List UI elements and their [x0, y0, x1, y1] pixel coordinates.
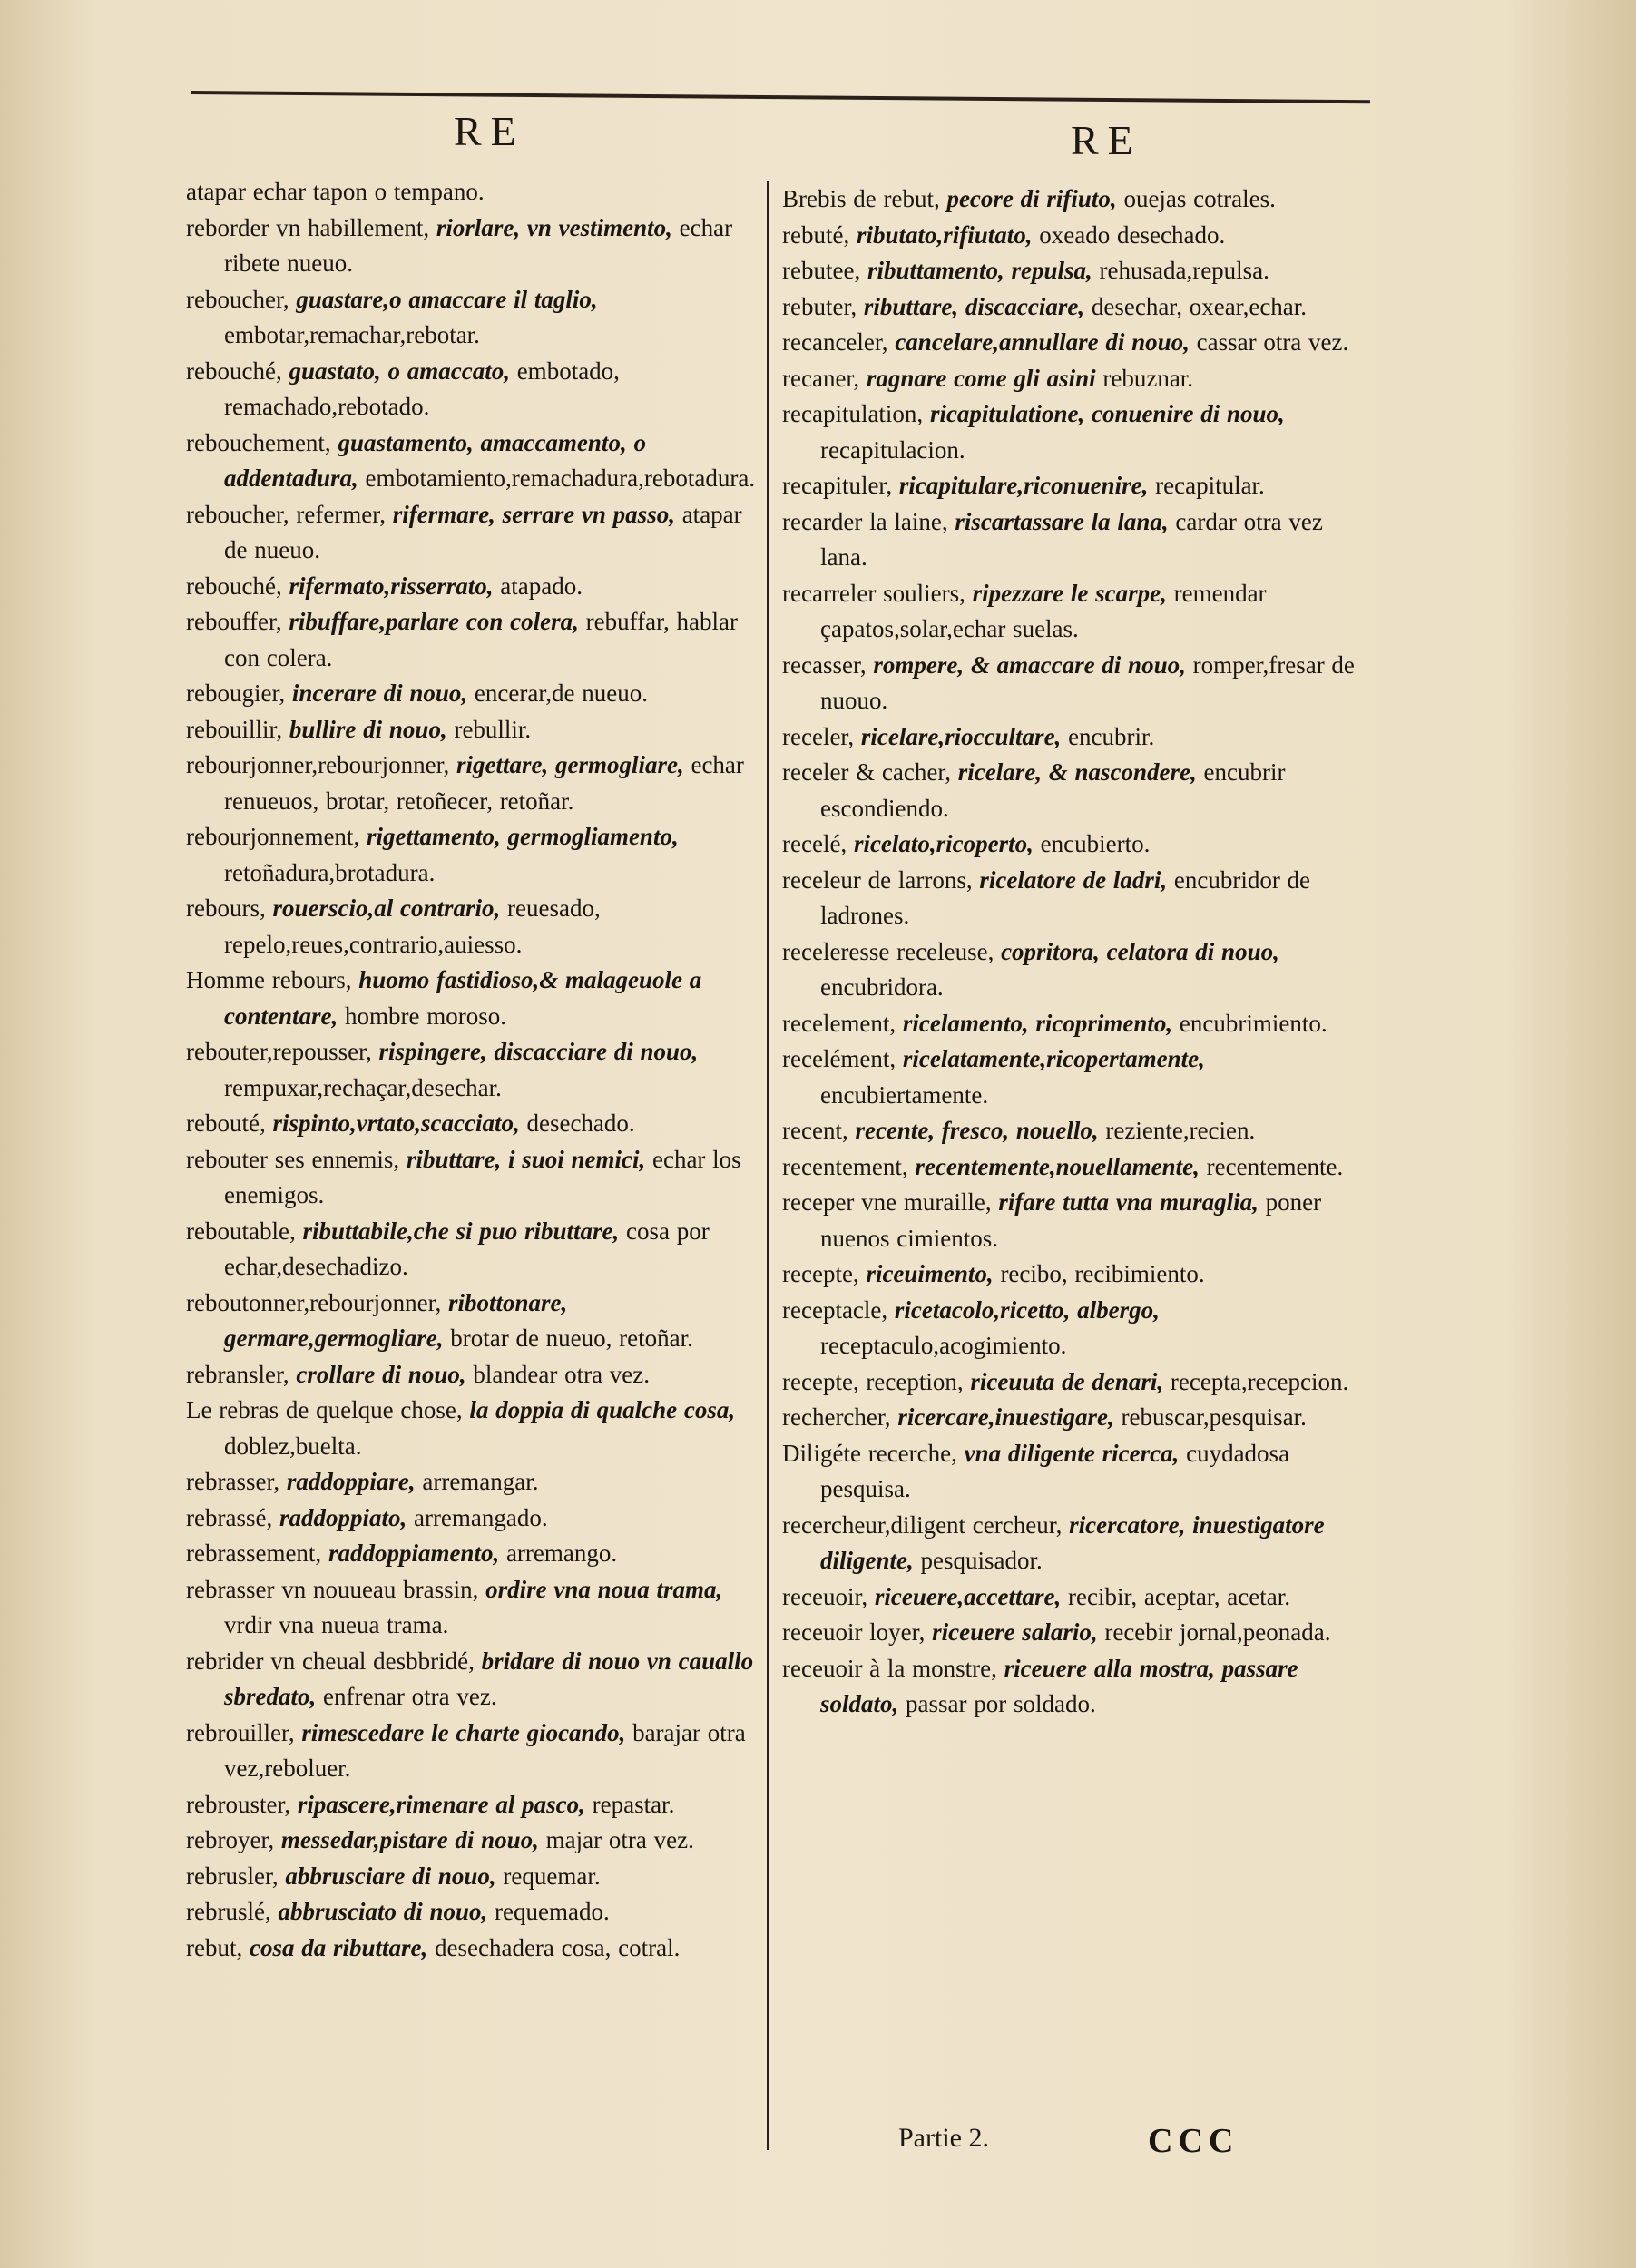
entry-italian: rifermato,risserrato,	[289, 572, 494, 600]
entry-italian: guastato, o amaccato,	[289, 357, 510, 385]
entry-headword: rebouter,repousser,	[186, 1038, 372, 1065]
entry-italian: ordire vna noua trama,	[485, 1575, 723, 1603]
entry-headword: receleur de larrons,	[782, 865, 973, 894]
entry-italian: ribottonare, germare,germogliare,	[224, 1288, 568, 1352]
entry-italian: riceuere salario,	[932, 1618, 1098, 1646]
dictionary-entry	[782, 1185, 1372, 1256]
entry-spanish: recepta,recepcion.	[1170, 1367, 1349, 1395]
dictionary-entry	[186, 1501, 758, 1537]
entry-italian: cosa da ributtare,	[249, 1933, 428, 1961]
dictionary-entry	[186, 1034, 758, 1106]
entry-spanish: encerar,de nueuo.	[474, 679, 648, 707]
entry-headword: recapitulation,	[782, 400, 924, 427]
entry-spanish: recapitulacion.	[820, 435, 965, 464]
entry-spanish: desechado.	[526, 1110, 635, 1137]
dictionary-entry	[186, 1142, 758, 1214]
entry-headword: Diligéte recerche,	[782, 1439, 957, 1467]
dictionary-entry	[782, 396, 1372, 468]
entry-italian: ribuffare,parlare con colera,	[289, 608, 579, 635]
entry-italian: riorlare, vn vestimento,	[436, 213, 672, 241]
dictionary-entry	[186, 210, 758, 282]
entry-spanish: arremangar.	[422, 1468, 539, 1495]
entry-headword: recarder la laine,	[782, 507, 948, 535]
entry-spanish: barajar otra vez,reboluer.	[224, 1718, 746, 1782]
entry-spanish: vrdir vna nueua trama.	[224, 1611, 449, 1638]
entry-italian: ricapitulare,riconuenire,	[898, 472, 1149, 499]
entry-spanish: embotar,remachar,rebotar.	[224, 321, 480, 348]
entry-spanish: encubierto.	[1040, 830, 1151, 857]
dictionary-entry	[186, 963, 758, 1034]
entry-headword: recelement,	[782, 1009, 896, 1037]
dictionary-entry	[186, 1823, 758, 1859]
entry-italian: rigettare, germogliare,	[456, 751, 684, 778]
entry-italian: ricelare,rioccultare,	[860, 722, 1062, 750]
entry-italian: guastamento, amaccamento, o addentadura,	[224, 428, 646, 492]
entry-spanish: recibo, recibimiento.	[1000, 1260, 1205, 1287]
entry-spanish: blandear otra vez.	[473, 1360, 651, 1388]
dictionary-entry	[186, 1536, 758, 1572]
entry-italian: ripezzare le scarpe,	[972, 579, 1167, 607]
dictionary-entry	[782, 1293, 1372, 1364]
dictionary-entry	[186, 1644, 758, 1716]
entry-spanish: rempuxar,rechaçar,desechar.	[224, 1073, 502, 1101]
entry-headword: recelément,	[782, 1045, 896, 1072]
entry-italian: ributtare, i suoi nemici,	[406, 1145, 646, 1173]
entry-italian: ricelamento, ricoprimento,	[902, 1009, 1173, 1037]
entry-spanish: repastar.	[592, 1790, 675, 1818]
entry-headword: rebrassé,	[186, 1503, 273, 1531]
entry-headword: rebouché,	[186, 572, 282, 600]
entry-headword: recasser,	[782, 650, 867, 679]
entry-headword: receuoir loyer,	[782, 1618, 926, 1646]
running-head-left: RE	[454, 108, 525, 154]
entry-headword: rebouffer,	[186, 608, 282, 635]
entry-headword: recentement,	[782, 1152, 908, 1180]
signature-mark: Partie 2.	[898, 2123, 989, 2153]
entry-spanish: cosa por echar,desechadizo.	[224, 1217, 710, 1280]
entry-spanish: hombre moroso.	[345, 1002, 506, 1030]
dictionary-entry	[186, 1464, 758, 1501]
entry-spanish: rebuscar,pesquisar.	[1121, 1403, 1307, 1431]
entry-italian: ricelare, & nascondere,	[957, 758, 1197, 786]
entry-headword: rebrusler,	[186, 1862, 279, 1890]
entry-italian: ributtare, discacciare,	[863, 292, 1085, 320]
entry-spanish: retoñadura,brotadura.	[224, 858, 436, 886]
entry-spanish: rebuffar, hablar con colera.	[224, 608, 738, 671]
entry-italian: rifermare, serrare vn passo,	[392, 500, 675, 528]
entry-headword: recaner,	[782, 364, 860, 392]
entry-headword: rebrasser,	[186, 1468, 280, 1495]
dictionary-entry	[782, 934, 1372, 1006]
entry-italian: bridare di nouo vn cauallo sbredato,	[224, 1647, 754, 1710]
entry-headword: rebuté,	[782, 220, 850, 249]
entry-spanish: enfrenar otra vez.	[323, 1683, 497, 1710]
dictionary-entry	[782, 504, 1372, 576]
entry-spanish: remendar çapatos,solar,echar suelas.	[820, 579, 1267, 642]
dictionary-entry	[186, 1572, 758, 1644]
entry-headword: rebrouiller,	[186, 1718, 295, 1746]
dictionary-entry	[186, 604, 758, 676]
entry-headword: rebrouster,	[186, 1790, 291, 1818]
running-head-right: RE	[1071, 117, 1142, 163]
dictionary-entry	[782, 468, 1372, 504]
entry-headword: rebruslé,	[186, 1898, 271, 1925]
entry-spanish: atapar de nueuo.	[224, 500, 742, 563]
entry-italian: incerare di nouo,	[291, 679, 468, 707]
entry-italian: abbrusciare di nouo,	[285, 1862, 496, 1890]
entry-spanish: recapitular.	[1155, 472, 1265, 499]
entry-italian: huomo fastidioso,& malageuole a contentare,	[224, 966, 702, 1030]
dictionary-entry	[782, 1579, 1372, 1616]
dictionary-entry	[782, 755, 1372, 826]
dictionary-entry	[186, 712, 758, 748]
entry-italian: ripascere,rimenare al pasco,	[297, 1790, 585, 1818]
entry-spanish: brotar de nueuo, retoñar.	[450, 1325, 693, 1352]
dictionary-entry	[782, 1615, 1372, 1651]
entry-headword: Homme rebours,	[186, 966, 352, 993]
entry-headword: rebourjonnement,	[186, 823, 360, 850]
dictionary-entry	[186, 891, 758, 963]
left-column	[186, 174, 758, 1966]
entry-italian: bullire di nouo,	[289, 715, 447, 743]
dictionary-entry	[782, 1400, 1372, 1436]
dictionary-entry	[782, 1041, 1372, 1113]
entry-spanish: reuesado, repelo,reues,contrario,auiesso.	[224, 894, 601, 958]
dictionary-entry	[782, 576, 1372, 648]
dictionary-entry	[782, 1364, 1372, 1401]
dictionary-entry	[782, 1006, 1372, 1042]
entry-headword: recanceler,	[782, 328, 888, 356]
entry-headword: rebroyer,	[186, 1826, 275, 1853]
entry-italian: riceuere,accettare,	[874, 1582, 1062, 1610]
entry-spanish: echar los enemigos.	[224, 1145, 741, 1208]
entry-headword: recent,	[782, 1117, 848, 1144]
entry-italian: rompere, & amaccare di nouo,	[873, 650, 1186, 679]
dictionary-entry	[186, 676, 758, 712]
entry-italian: rigettamento, germogliamento,	[366, 823, 679, 850]
entry-italian: ricelatamente,ricopertamente,	[902, 1045, 1205, 1072]
dictionary-entry	[782, 1256, 1372, 1293]
dictionary-entry	[186, 1214, 758, 1286]
dictionary-entry	[186, 748, 758, 819]
entry-spanish: rehusada,repulsa.	[1099, 257, 1269, 284]
entry-spanish: embotamiento,remachadura,rebotadura.	[365, 464, 756, 492]
entry-spanish: recentemente.	[1206, 1152, 1344, 1180]
entry-italian: crollare di nouo,	[296, 1360, 466, 1388]
entry-italian: copritora, celatora di nouo,	[1001, 937, 1279, 965]
entry-headword: receuoir à la monstre,	[782, 1654, 997, 1682]
dictionary-entry	[186, 1931, 758, 1967]
entry-spanish: rebuznar.	[1102, 364, 1194, 392]
dictionary-entry	[782, 361, 1372, 397]
dictionary-entry	[186, 354, 758, 425]
entry-headword: rebrassement,	[186, 1540, 322, 1567]
entry-italian: rifare tutta vna muraglia,	[998, 1188, 1259, 1216]
dictionary-entry	[782, 325, 1372, 361]
entry-spanish: ouejas cotrales.	[1123, 185, 1276, 212]
entry-headword: receleresse receleuse,	[782, 937, 994, 965]
entry-spanish: passar por soldado.	[906, 1690, 1096, 1717]
dictionary-entry	[186, 282, 758, 354]
entry-italian: riscartassare la lana,	[955, 507, 1169, 535]
entry-spanish: echar renueuos, brotar, retoñecer, retoñar.	[224, 751, 744, 815]
folio-number: CCC	[1148, 2122, 1239, 2160]
entry-italian: ragnare come gli asini	[866, 364, 1096, 392]
entry-headword: recelé,	[782, 830, 847, 857]
entry-italian: guastare,o amaccare il taglio,	[296, 285, 598, 313]
entry-italian: rispinto,vrtato,scacciato,	[272, 1110, 520, 1137]
entry-headword: rebutee,	[782, 257, 861, 284]
dictionary-entry	[186, 174, 758, 210]
entry-italian: ricapitulatione, conuenire di nouo,	[929, 400, 1285, 427]
entry-headword: recarreler souliers,	[782, 579, 965, 607]
dictionary-entry	[186, 1859, 758, 1895]
entry-spanish: desechar, oxear,echar.	[1091, 292, 1308, 320]
entry-spanish: rebullir.	[454, 715, 532, 743]
entry-italian: la doppia di qualche cosa,	[469, 1396, 736, 1423]
entry-spanish: doblez,buelta.	[224, 1432, 362, 1460]
dictionary-entry	[782, 863, 1372, 934]
entry-spanish: desechadera cosa, cotral.	[435, 1933, 681, 1961]
dictionary-entry	[782, 181, 1372, 218]
entry-headword: Brebis de rebut,	[782, 185, 940, 212]
dictionary-entry	[186, 569, 758, 605]
header-rule	[191, 91, 1370, 103]
dictionary-entry	[782, 648, 1372, 719]
entry-italian: recente, fresco, nouello,	[855, 1117, 1099, 1144]
dictionary-entry	[782, 218, 1372, 254]
dictionary-entry	[186, 1357, 758, 1393]
entry-italian: raddoppiato,	[279, 1503, 407, 1531]
entry-italian: ributtamento, repulsa,	[867, 257, 1092, 284]
entry-headword: receper vne muraille,	[782, 1188, 992, 1216]
dictionary-entry	[782, 1651, 1372, 1723]
entry-headword: atapar echar tapon o tempano.	[186, 178, 485, 205]
entry-italian: rouerscio,al contrario,	[272, 894, 501, 922]
entry-spanish: poner nuenos cimientos.	[820, 1188, 1322, 1252]
entry-spanish: pesquisador.	[920, 1547, 1043, 1574]
entry-spanish: cardar otra vez lana.	[820, 507, 1323, 571]
entry-spanish: echar ribete nueuo.	[224, 213, 733, 277]
entry-headword: rebouillir,	[186, 715, 283, 743]
entry-italian: ricercare,inuestigare,	[897, 1403, 1114, 1431]
entry-italian: cancelare,annullare di nouo,	[895, 328, 1190, 356]
entry-headword: Le rebras de quelque chose,	[186, 1396, 463, 1423]
entry-headword: rebougier,	[186, 679, 286, 707]
entry-italian: ricercatore, inuestigatore diligente,	[820, 1510, 1325, 1574]
entry-spanish: receptaculo,acogimiento.	[820, 1332, 1067, 1359]
entry-italian: ricelato,ricoperto,	[853, 830, 1034, 857]
entry-spanish: oxeado desechado.	[1039, 220, 1226, 249]
entry-italian: riceuuta de denari,	[970, 1367, 1164, 1395]
dictionary-entry	[186, 1393, 758, 1464]
entry-italian: pecore di rifiuto,	[946, 185, 1117, 212]
entry-spanish: arremango.	[505, 1540, 618, 1567]
entry-italian: abbrusciato di nouo,	[278, 1898, 488, 1925]
entry-italian: raddoppiare,	[286, 1468, 416, 1495]
entry-spanish: encubrir.	[1068, 722, 1155, 750]
dictionary-entry	[186, 1106, 758, 1142]
entry-italian: riceuere alla mostra, passare soldato,	[820, 1654, 1298, 1717]
dictionary-entry	[186, 819, 758, 891]
entry-spanish: requemado.	[495, 1898, 610, 1925]
entry-headword: rebransler,	[186, 1360, 289, 1388]
dictionary-entry	[186, 1716, 758, 1787]
column-divider	[767, 181, 769, 2150]
entry-headword: rebouchement,	[186, 428, 331, 456]
entry-headword: rebours,	[186, 894, 266, 922]
entry-headword: rebouté,	[186, 1110, 266, 1137]
entry-spanish: cuydadosa pesquisa.	[820, 1439, 1290, 1502]
right-column	[782, 181, 1372, 1723]
entry-headword: receler,	[782, 722, 855, 750]
entry-spanish: requemar.	[503, 1862, 601, 1890]
entry-italian: recentemente,nouellamente,	[915, 1152, 1200, 1180]
dictionary-entry	[782, 289, 1372, 326]
entry-headword: rechercher,	[782, 1403, 891, 1431]
entry-italian: ricelatore de ladri,	[979, 865, 1168, 894]
dictionary-entry	[782, 1508, 1372, 1579]
entry-spanish: embotado, remachado,rebotado.	[224, 357, 620, 420]
entry-spanish: encubrimiento.	[1179, 1009, 1327, 1037]
dictionary-entry	[782, 826, 1372, 863]
entry-headword: rebouter ses ennemis,	[186, 1145, 400, 1173]
entry-spanish: romper,fresar de nuouo.	[820, 650, 1355, 714]
entry-spanish: encubiertamente.	[820, 1080, 989, 1109]
entry-spanish: majar otra vez.	[545, 1826, 694, 1853]
dictionary-entry	[782, 1149, 1372, 1186]
entry-headword: reboucher, refermer,	[186, 500, 386, 528]
entry-headword: reboutonner,rebourjonner,	[186, 1288, 442, 1316]
entry-headword: reboutable,	[186, 1217, 296, 1245]
entry-spanish: atapado.	[500, 572, 583, 600]
entry-headword: rebouché,	[186, 357, 282, 385]
entry-spanish: encubridor de ladrones.	[820, 865, 1311, 929]
dictionary-entry	[186, 1286, 758, 1357]
entry-italian: messedar,pistare di nouo,	[280, 1826, 539, 1853]
entry-headword: rebrasser vn nouueau brassin,	[186, 1575, 479, 1603]
entry-headword: rebut,	[186, 1933, 243, 1961]
entry-italian: rispingere, discacciare di nouo,	[378, 1038, 699, 1065]
entry-italian: raddoppiamento,	[328, 1540, 500, 1567]
entry-spanish: encubrir escondiendo.	[820, 758, 1286, 822]
dictionary-entry	[186, 1787, 758, 1823]
entry-headword: recepte,	[782, 1260, 859, 1287]
entry-italian: riceuimento,	[866, 1260, 994, 1287]
entry-headword: receptacle,	[782, 1295, 888, 1324]
entry-spanish: cassar otra vez.	[1196, 328, 1349, 356]
entry-italian: ributtabile,che si puo ributtare,	[302, 1217, 620, 1245]
dictionary-entry	[186, 1894, 758, 1931]
dictionary-entry	[186, 497, 758, 569]
entry-headword: recapituler,	[782, 472, 893, 499]
entry-headword: receuoir,	[782, 1582, 868, 1610]
entry-spanish: recebir jornal,peonada.	[1104, 1618, 1331, 1646]
entry-spanish: arremangado.	[413, 1503, 548, 1531]
entry-headword: reborder vn habillement,	[186, 213, 430, 241]
entry-italian: ricetacolo,ricetto, albergo,	[894, 1295, 1160, 1324]
entry-headword: reboucher,	[186, 285, 289, 313]
entry-italian: ributato,rifiutato,	[856, 220, 1033, 249]
entry-spanish: recibir, aceptar, acetar.	[1068, 1582, 1290, 1610]
dictionary-entry	[186, 425, 758, 497]
entry-headword: rebuter,	[782, 292, 857, 320]
entry-spanish: reziente,recien.	[1105, 1117, 1256, 1144]
dictionary-entry	[782, 1113, 1372, 1149]
dictionary-entry	[782, 1436, 1372, 1508]
entry-headword: receler & cacher,	[782, 758, 952, 786]
entry-headword: rebourjonner,rebourjonner,	[186, 751, 450, 778]
entry-italian: rimescedare le charte giocando,	[301, 1718, 626, 1746]
entry-italian: vna diligente ricerca,	[964, 1439, 1180, 1467]
dictionary-entry	[782, 719, 1372, 756]
entry-headword: recercheur,diligent cercheur,	[782, 1510, 1063, 1539]
entry-spanish: encubridora.	[820, 973, 944, 1001]
entry-headword: rebrider vn cheual desbbridé,	[186, 1647, 475, 1675]
dictionary-entry	[782, 253, 1372, 289]
entry-headword: recepte, reception,	[782, 1367, 964, 1395]
